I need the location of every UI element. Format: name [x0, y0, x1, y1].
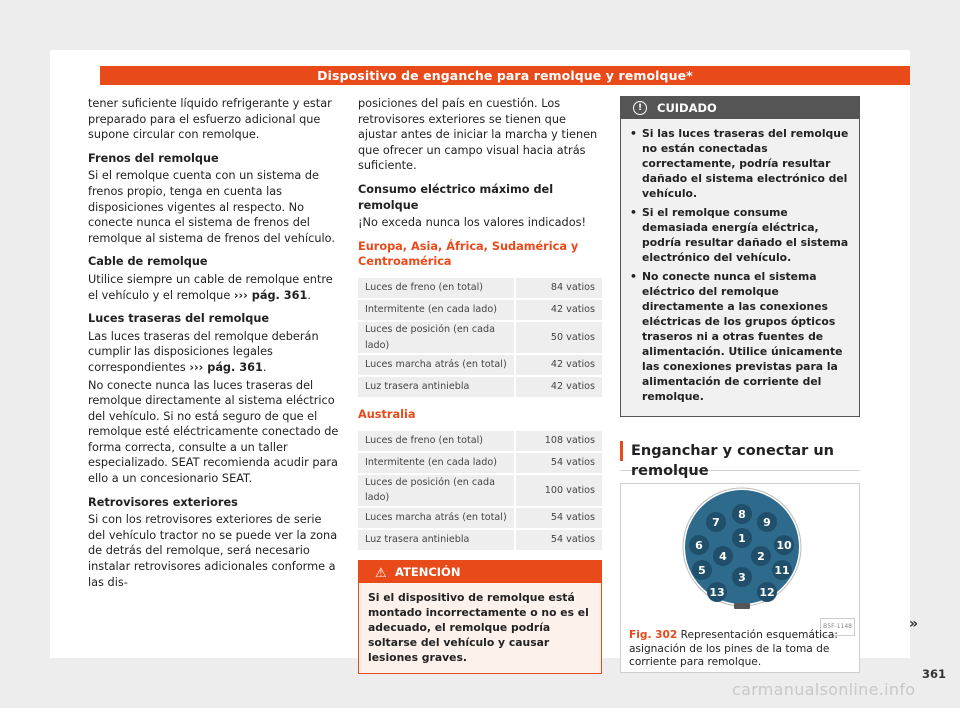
column-right [620, 96, 860, 673]
column-left [88, 96, 342, 598]
socket-key-notch [734, 603, 750, 609]
caution-info-icon: ! [633, 101, 647, 115]
figure-number: Fig. 302 [629, 629, 678, 641]
figure-caption [629, 629, 849, 670]
row-value: 54 vatios [514, 508, 602, 528]
row-label: Luces de posición (en cada lado) [358, 322, 514, 353]
socket-pin-label: 8 [738, 508, 746, 521]
caution-title: CUIDADO [657, 101, 717, 115]
rear-lights-page-link[interactable]: ››› pág. 361 [189, 360, 263, 374]
region-label-europe: Europa, Asia, África, Sudamérica y Centroamérica [358, 239, 579, 269]
row-label: Luces de posición (en cada lado) [358, 475, 514, 506]
figure-code: B5F-1148 [820, 618, 855, 636]
table-row [358, 322, 602, 353]
caution-item: • Si el remolque consume demasiada energía eléctrica, podría resultar dañado el sistema electrónico del vehículo. [630, 205, 850, 265]
row-value: 100 vatios [514, 475, 602, 506]
rear-lights-heading: Luces traseras del remolque [88, 312, 270, 326]
rear-lights-paragraph: Las luces traseras del remolque deberán cumplir las disposiciones legales correspondientes ››› pág. 361. [88, 329, 319, 374]
socket-pin-label: 13 [709, 586, 725, 599]
row-value: 108 vatios [514, 431, 602, 451]
watermark: carmanualsonline.info [732, 680, 916, 699]
row-value: 84 vatios [514, 278, 602, 298]
table-row [358, 475, 602, 506]
figure-302 [620, 483, 860, 673]
row-label: Luces marcha atrás (en total) [358, 508, 514, 528]
region-label-australia: Australia [358, 408, 416, 422]
consumption-table-europe [358, 276, 602, 399]
socket-pin-label: 4 [719, 550, 727, 563]
page-header: Dispositivo de enganche para remolque y remolque* [100, 66, 910, 85]
caution-box [620, 96, 860, 417]
section-title: Enganchar y conectar un remolque [620, 441, 860, 461]
warning-triangle-icon: ⚠ [375, 565, 387, 581]
row-label: Luz trasera antiniebla [358, 530, 514, 550]
socket-pin-label: 9 [763, 516, 771, 529]
caution-body [621, 119, 859, 416]
mirrors-heading: Retrovisores exteriores [88, 495, 238, 509]
mirrors-continued-text: posiciones del país en cuestión. Los retrovisores exteriores se tienen que ajustar antes de iniciar la marcha y tienen que ofrecer un campo visual hacia atrás suficiente. [358, 97, 598, 173]
brakes-text: Si el remolque cuenta con un sistema de frenos propio, tenga en cuenta las disposiciones vigentes al respecto. No conecte nunca el sistema de frenos del remolque al sistema de frenos del vehículo. [88, 169, 335, 245]
warning-text: Si el dispositivo de remolque está montado incorrectamente o no es el adecuado, el remolque podría soltarse del vehículo y causar lesiones graves. [368, 590, 589, 664]
row-label: Intermitente (en cada lado) [358, 300, 514, 320]
table-row [358, 508, 602, 528]
socket-pin-label: 1 [738, 532, 746, 545]
socket-pin-label: 5 [698, 564, 706, 577]
table-row [358, 453, 602, 473]
table-row [358, 530, 602, 550]
row-label: Luz trasera antiniebla [358, 377, 514, 397]
row-value: 50 vatios [514, 322, 602, 353]
brakes-heading: Frenos del remolque [88, 151, 219, 165]
caution-list [630, 126, 850, 404]
row-label: Luces marcha atrás (en total) [358, 355, 514, 375]
page [50, 50, 947, 681]
socket-pin-label: 12 [759, 586, 775, 599]
socket-pin-label: 2 [757, 550, 765, 563]
caution-item: • No conecte nunca el sistema eléctrico del remolque directamente a las conexiones eléctricas de los grupos ópticos traseros ni a otras fuentes de alimentación. Utilice únicamente las conexiones previstas para la alimentación de corriente del remolque. [630, 269, 850, 404]
socket-pin-label: 3 [738, 571, 746, 584]
rear-lights-text-2: No conecte nunca las luces traseras del remolque directamente al sistema eléctrico del vehículo. Si no está seguro de que el remolque esté eléctricamente conectado de forma correcta, consulte a un taller especializado. SEAT recomienda acudir para ello a un concesionario SEAT. [88, 378, 339, 486]
socket-pin-label: 11 [774, 564, 790, 577]
rear-lights-text: Las luces traseras del remolque deberán cumplir las disposiciones legales correspondientes [88, 329, 319, 374]
row-value: 42 vatios [514, 377, 602, 397]
continue-arrow: » [909, 616, 919, 632]
table-row [358, 377, 602, 397]
row-label: Luces de freno (en total) [358, 431, 514, 451]
table-row [358, 355, 602, 375]
trailer-socket-diagram [621, 484, 859, 624]
row-label: Intermitente (en cada lado) [358, 453, 514, 473]
row-value: 54 vatios [514, 530, 602, 550]
cable-page-link[interactable]: ››› pág. 361 [233, 288, 308, 302]
consumption-table-australia [358, 429, 602, 552]
warning-box [358, 560, 602, 674]
row-value: 42 vatios [514, 355, 602, 375]
warning-header [359, 561, 601, 583]
row-label: Luces de freno (en total) [358, 278, 514, 298]
cable-paragraph: Utilice siempre un cable de remolque entre el vehículo y el remolque ››› pág. 361. [88, 272, 333, 302]
warning-title: ATENCIÓN [395, 564, 461, 579]
row-value: 54 vatios [514, 453, 602, 473]
socket-pin-label: 7 [712, 516, 720, 529]
table-row [358, 431, 602, 451]
row-value: 42 vatios [514, 300, 602, 320]
consumption-heading: Consumo eléctrico máximo del remolque [358, 182, 554, 212]
intro-text: tener suficiente líquido refrigerante y estar preparado para el esfuerzo adicional que supone circular con remolque. [88, 97, 332, 142]
cable-text: Utilice siempre un cable de remolque entre el vehículo y el remolque [88, 272, 333, 302]
consumption-text: ¡No exceda nunca los valores indicados! [358, 216, 587, 230]
table-row [358, 300, 602, 320]
table-row [358, 278, 602, 298]
figure-caption-text: Representación esquemática: asignación de los pines de la toma de corriente para remolque. [629, 629, 838, 669]
caution-header [621, 97, 859, 119]
cable-heading: Cable de remolque [88, 255, 208, 269]
column-middle [358, 96, 602, 674]
page-number: 361 [922, 667, 947, 681]
socket-pin-label: 10 [776, 539, 792, 552]
socket-pin-label: 6 [695, 539, 703, 552]
mirrors-text: Si con los retrovisores exteriores de serie del vehículo tractor no se puede ver la zona de detrás del remolque, será necesario instalar retrovisores adicionales conforme a las dis- [88, 513, 338, 589]
caution-item: • Si las luces traseras del remolque no están conectadas correctamente, podría resultar dañado el sistema electrónico del vehículo. [630, 126, 850, 201]
